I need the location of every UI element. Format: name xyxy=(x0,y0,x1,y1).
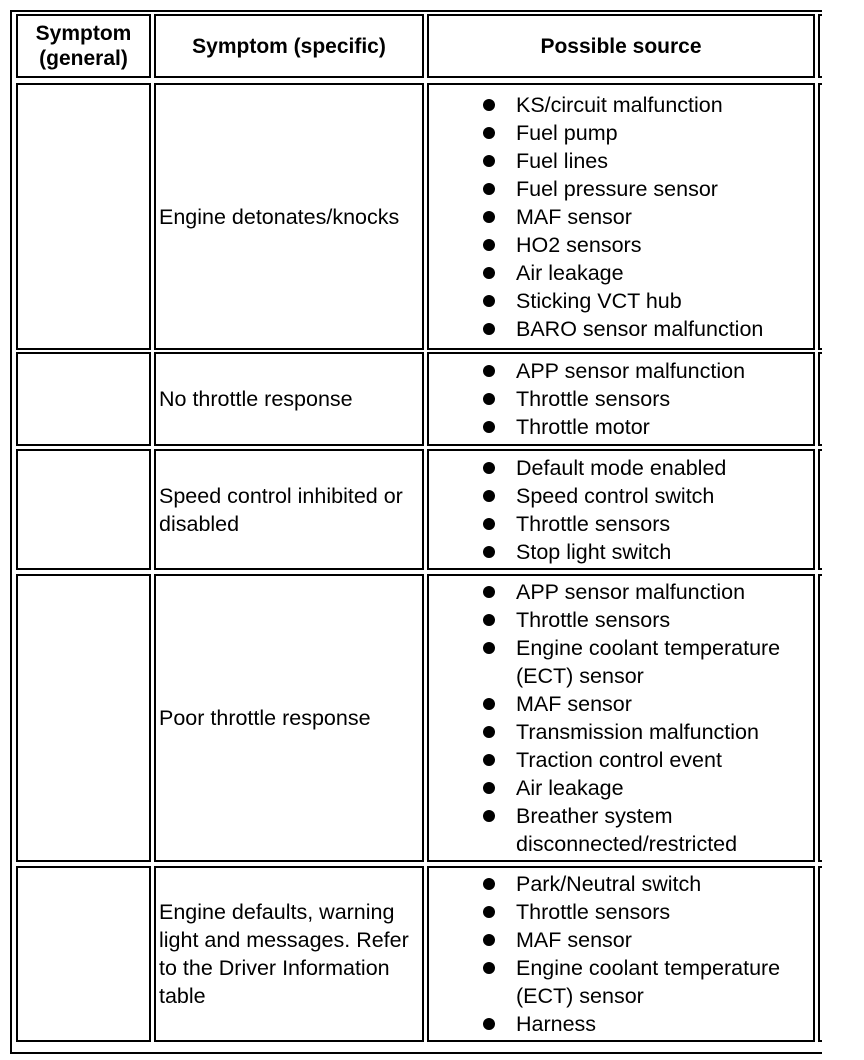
source-item xyxy=(429,634,813,690)
bullet-icon xyxy=(483,782,495,794)
header-possible-source-label: Possible source xyxy=(540,34,702,58)
row-2-specific-text: No throttle response xyxy=(159,387,353,411)
source-item xyxy=(429,538,813,566)
source-item xyxy=(429,510,813,538)
source-item-text: Engine coolant temperature (ECT) sensor xyxy=(516,636,781,688)
row-3-specific-cell xyxy=(154,449,424,570)
bullet-icon xyxy=(483,518,495,530)
source-item-text: MAF sensor xyxy=(516,692,632,716)
bullet-icon xyxy=(483,295,495,307)
row-5-specific-text: Engine defaults, warning light and messages. Refer to the Driver Information table xyxy=(159,900,409,1008)
header-symptom-general xyxy=(16,14,151,78)
source-item-text: Air leakage xyxy=(516,260,624,285)
header-symptom-specific-label: Symptom (specific) xyxy=(192,34,386,58)
row-1-source-list xyxy=(429,91,813,343)
source-item xyxy=(429,385,813,413)
source-item xyxy=(429,746,813,774)
source-item-text: Speed control switch xyxy=(516,483,715,508)
row-5-source-list xyxy=(429,870,813,1038)
bullet-icon xyxy=(483,546,495,558)
bullet-icon xyxy=(483,586,495,598)
cropped-column-edge xyxy=(818,14,822,78)
source-item-text: Stop light switch xyxy=(516,539,672,564)
cropped-column-edge xyxy=(818,83,822,350)
source-item-text: Breather system disconnected/restricted xyxy=(516,804,738,856)
bullet-icon xyxy=(483,211,495,223)
bullet-icon xyxy=(483,462,495,474)
row-4-source-list xyxy=(429,578,813,858)
bullet-icon xyxy=(483,754,495,766)
bullet-icon xyxy=(483,1018,495,1030)
source-item xyxy=(429,259,813,287)
source-item xyxy=(429,91,813,119)
bullet-icon xyxy=(483,490,495,502)
row-2-general-cell xyxy=(16,352,151,446)
row-4-source-cell xyxy=(427,574,815,862)
bullet-icon xyxy=(483,962,495,974)
source-item xyxy=(429,413,813,441)
source-item-text: Fuel lines xyxy=(516,148,609,173)
bullet-icon xyxy=(483,934,495,946)
cropped-column-edge xyxy=(818,352,822,446)
source-item-text: Park/Neutral switch xyxy=(516,872,702,896)
header-possible-source xyxy=(427,14,815,78)
row-5-source-cell xyxy=(427,866,815,1042)
source-item-text: Air leakage xyxy=(516,776,624,800)
source-item xyxy=(429,898,813,926)
source-item-text: MAF sensor xyxy=(516,204,632,229)
source-item xyxy=(429,774,813,802)
source-item-text: MAF sensor xyxy=(516,928,632,952)
bullet-icon xyxy=(483,323,495,335)
bullet-icon xyxy=(483,127,495,139)
bullet-icon xyxy=(483,393,495,405)
bullet-icon xyxy=(483,726,495,738)
row-4-specific-cell xyxy=(154,574,424,862)
source-item xyxy=(429,690,813,718)
row-1-specific-cell xyxy=(154,83,424,350)
row-5-specific-cell xyxy=(154,866,424,1042)
source-item-text: Sticking VCT hub xyxy=(516,288,682,313)
cropped-column-edge xyxy=(818,866,822,1042)
bullet-icon xyxy=(483,183,495,195)
row-4-specific-text: Poor throttle response xyxy=(159,706,371,730)
row-5-general-cell xyxy=(16,866,151,1042)
source-item-text: Throttle motor xyxy=(516,415,650,439)
row-3-specific-text: Speed control inhibited or disabled xyxy=(159,483,403,536)
cropped-column-edge xyxy=(818,449,822,570)
source-item xyxy=(429,606,813,634)
source-item-text: Throttle sensors xyxy=(516,900,671,924)
source-item-text: Harness xyxy=(516,1012,597,1036)
bullet-icon xyxy=(483,99,495,111)
source-item-text: Fuel pump xyxy=(516,120,618,145)
header-symptom-general-label: Symptom (general) xyxy=(35,22,132,70)
row-2-specific-cell xyxy=(154,352,424,446)
source-item-text: Default mode enabled xyxy=(516,455,727,480)
source-item-text: HO2 sensors xyxy=(516,232,642,257)
source-item xyxy=(429,802,813,858)
source-item-text: Throttle sensors xyxy=(516,511,671,536)
source-item xyxy=(429,482,813,510)
cropped-column-edge xyxy=(818,574,822,862)
row-2-source-cell xyxy=(427,352,815,446)
bullet-icon xyxy=(483,698,495,710)
source-item-text: Engine coolant temperature (ECT) sensor xyxy=(516,956,781,1008)
bullet-icon xyxy=(483,614,495,626)
row-3-general-cell xyxy=(16,449,151,570)
source-item-text: APP sensor malfunction xyxy=(516,580,746,604)
bullet-icon xyxy=(483,239,495,251)
source-item xyxy=(429,926,813,954)
bullet-icon xyxy=(483,267,495,279)
bullet-icon xyxy=(483,906,495,918)
bullet-icon xyxy=(483,155,495,167)
source-item xyxy=(429,357,813,385)
source-item xyxy=(429,870,813,898)
source-item xyxy=(429,287,813,315)
source-item-text: BARO sensor malfunction xyxy=(516,316,764,341)
bullet-icon xyxy=(483,878,495,890)
source-item-text: KS/circuit malfunction xyxy=(516,92,723,117)
row-3-source-list xyxy=(429,454,813,566)
source-item xyxy=(429,147,813,175)
bullet-icon xyxy=(483,365,495,377)
source-item xyxy=(429,231,813,259)
source-item xyxy=(429,203,813,231)
bullet-icon xyxy=(483,421,495,433)
row-3-source-cell xyxy=(427,449,815,570)
source-item-text: Transmission malfunction xyxy=(516,720,759,744)
source-item-text: Traction control event xyxy=(516,748,722,772)
bullet-icon xyxy=(483,642,495,654)
source-item xyxy=(429,119,813,147)
row-1-specific-text: Engine detonates/knocks xyxy=(159,204,400,229)
bullet-icon xyxy=(483,810,495,822)
source-item xyxy=(429,718,813,746)
source-item xyxy=(429,454,813,482)
header-symptom-specific xyxy=(154,14,424,78)
source-item xyxy=(429,578,813,606)
row-2-source-list xyxy=(429,357,813,441)
row-1-source-cell xyxy=(427,83,815,350)
source-item-text: Fuel pressure sensor xyxy=(516,176,718,201)
row-4-general-cell xyxy=(16,574,151,862)
source-item-text: Throttle sensors xyxy=(516,387,671,411)
source-item xyxy=(429,175,813,203)
source-item-text: Throttle sensors xyxy=(516,608,671,632)
source-item-text: APP sensor malfunction xyxy=(516,359,746,383)
source-item xyxy=(429,954,813,1010)
row-1-general-cell xyxy=(16,83,151,350)
source-item xyxy=(429,1010,813,1038)
source-item xyxy=(429,315,813,343)
